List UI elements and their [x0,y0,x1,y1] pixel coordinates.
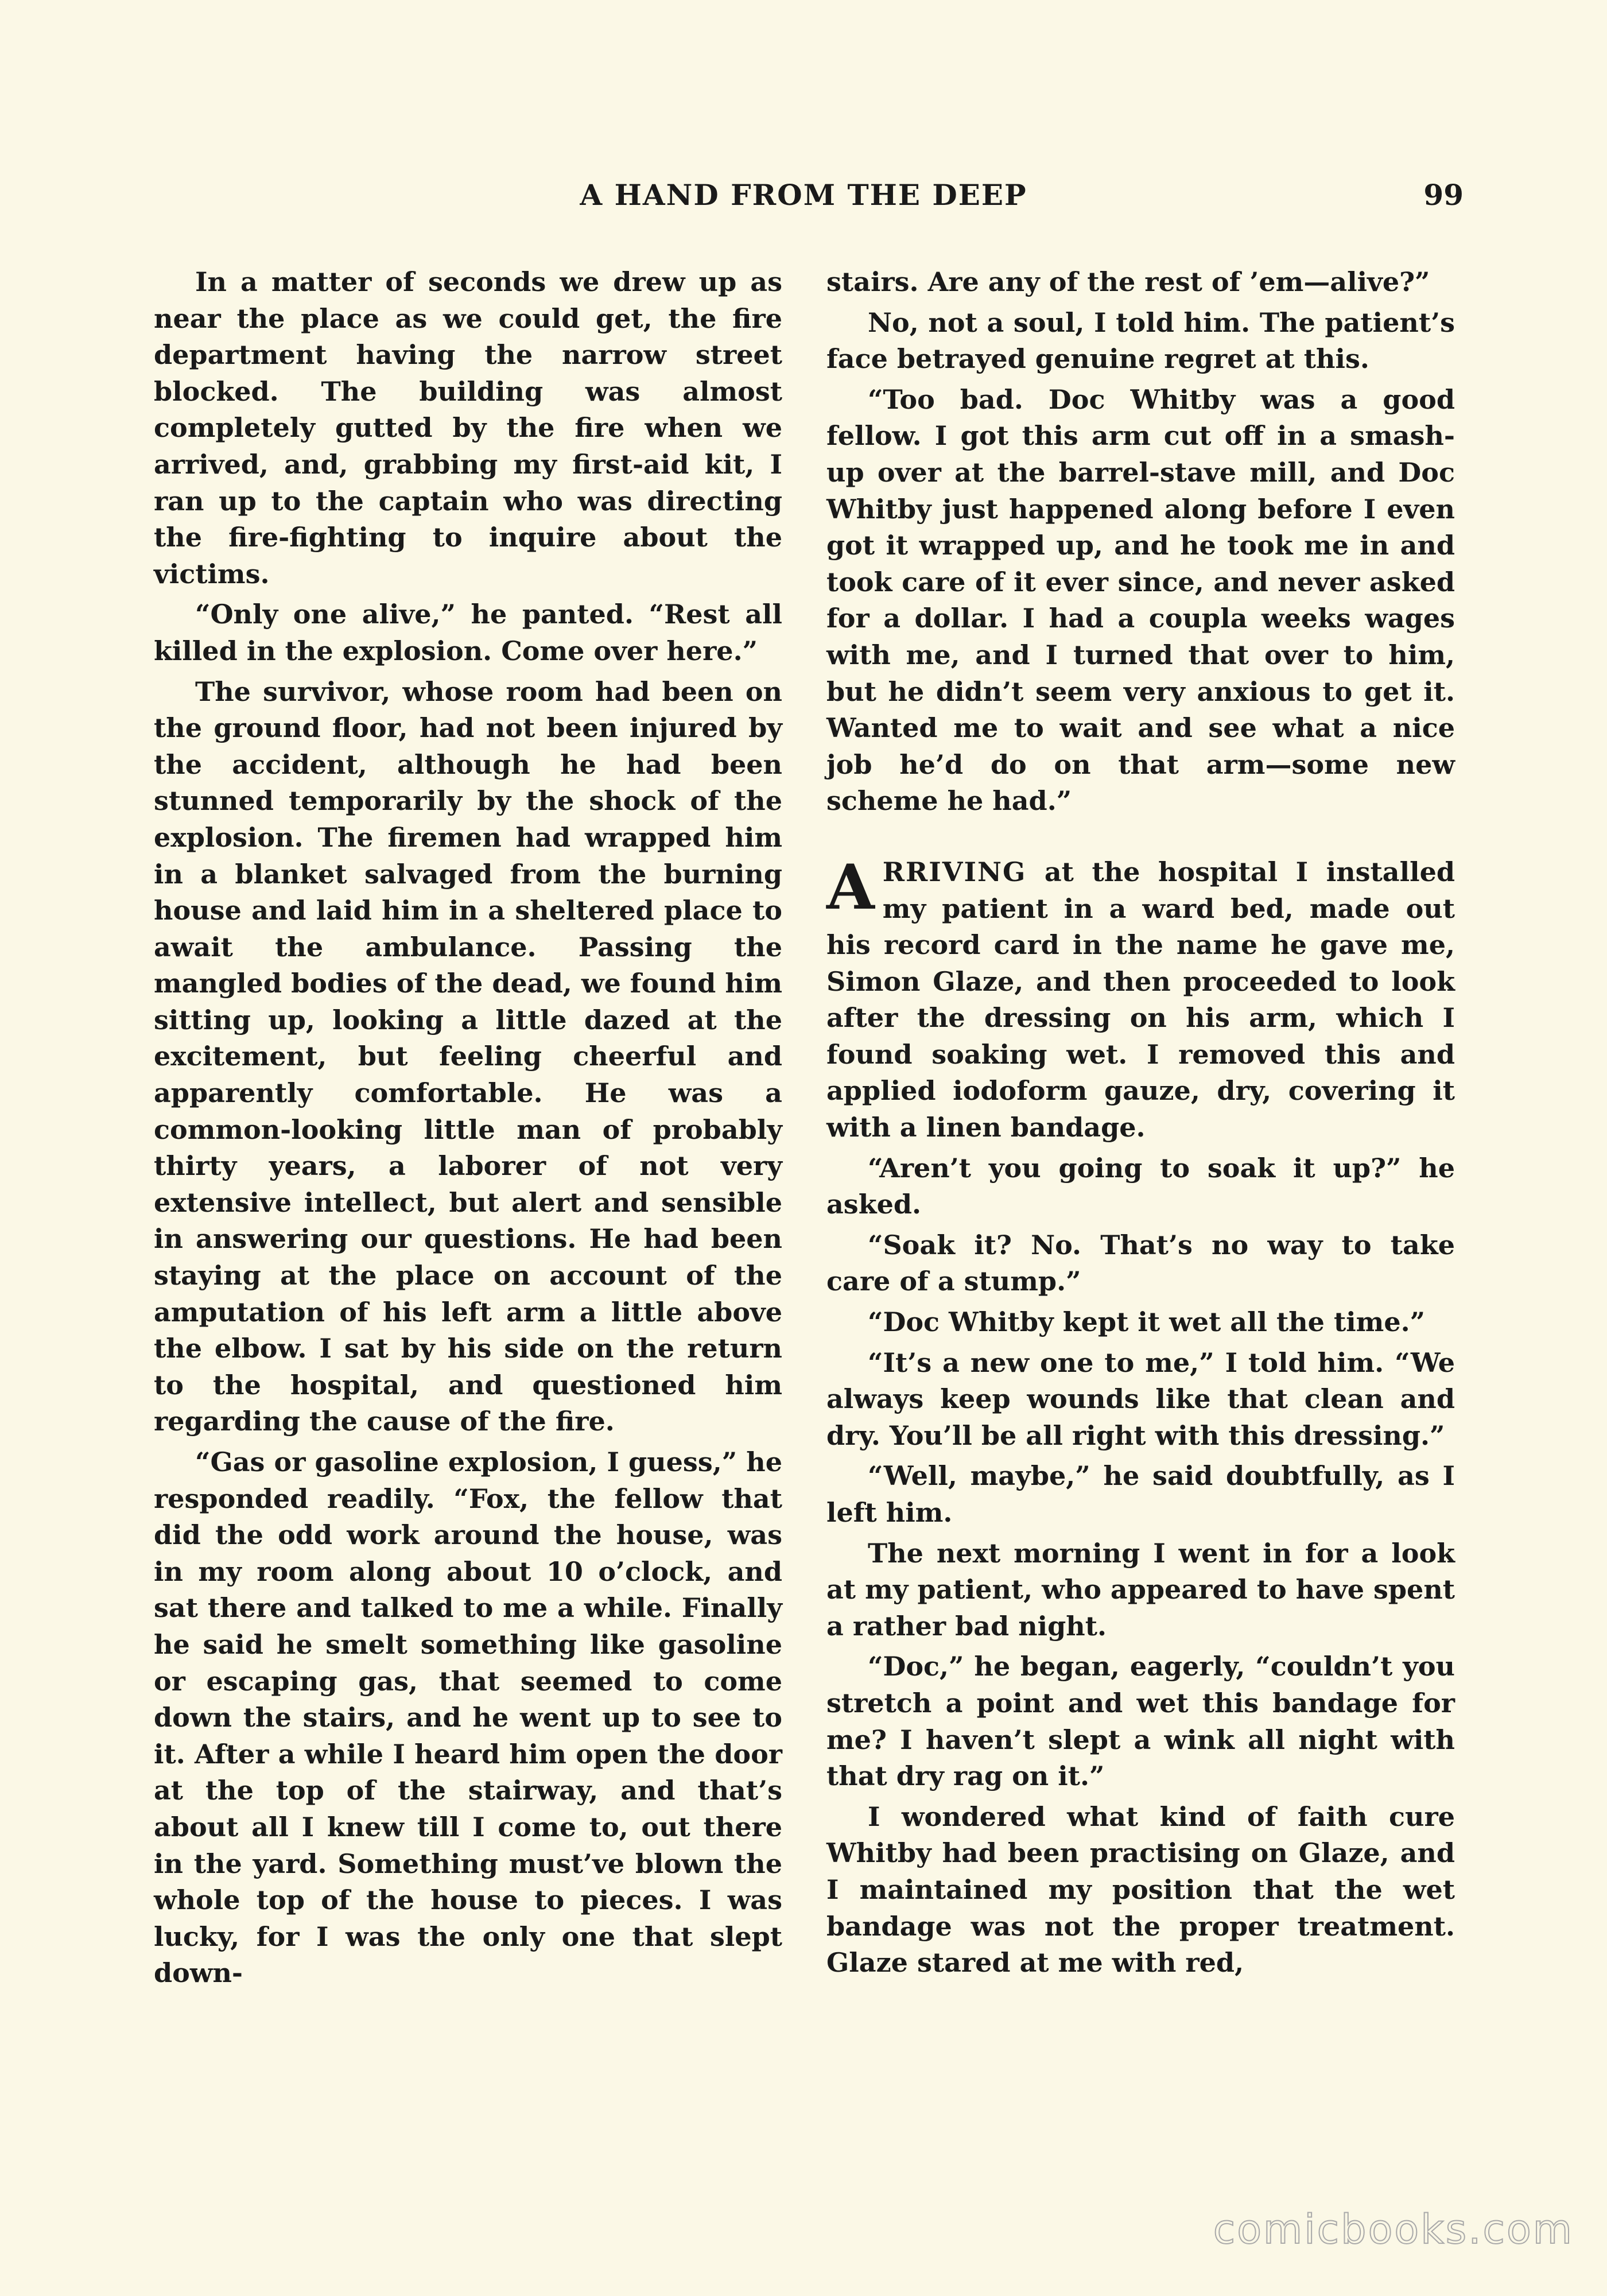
paragraph: The survivor, whose room had been on the ground floor, had not been injured by the accident, although he had been stunned temporarily by the shock of the explosion. The firemen had wrapped him in a blanket salvaged from the burning house and laid him in a sheltered place to await the ambulance. Passing the mangled bodies of the dead, we found him sitting up, looking a little dazed at the excitement, but feeling cheerful and apparently comfortable. He was a common-looking little man of probably thirty years, a laborer of not very extensive intellect, but alert and sensible in answering our questions. He had been staying at the place on account of the amputation of his left arm a little above the elbow. I sat by his side on the return to the hospital, and questioned him regarding the cause of the fire. [154,676,782,1437]
paragraph: No, not a soul, I told him. The patient’s face betrayed genuine regret at this. [826,307,1455,375]
paragraph: The next morning I went in for a look at my patient, who appeared to have spent a rather bad night. [826,1537,1455,1642]
page-number: 99 [1423,178,1464,212]
paragraph: “Soak it? No. That’s no way to take care of a stump.” [826,1229,1455,1297]
paragraph: “Too bad. Doc Whitby was a good fellow. I got this arm cut off in a smash-up over at the barrel-stave mill, and Doc Whitby just happened along before I even got it wrapped up, and he took me in and took care of it ever since, and never asked for a dollar. I had a coupla weeks wages with me, and I turned that over to him, but he didn’t seem very anxious to get it. Wanted me to wait and see what a nice job he’d do on that arm—some new scheme he had.” [826,383,1455,817]
paragraph: In a matter of seconds we drew up as near the place as we could get, the fire department having the narrow street blocked. The building was almost completely gutted by the fire when we arrived, and, grabbing my first-aid kit, I ran up to the captain who was directing the fire-fighting to inquire about the victims. [154,266,782,589]
left-column [154,264,782,1996]
paragraph: “Only one alive,” he panted. “Rest all killed in the explosion. Come over here.” [154,599,782,666]
paragraph: “Doc,” he began, eagerly, “couldn’t you stretch a point and wet this bandage for me? I haven’t slept a wink all night with that dry rag on it.” [826,1651,1455,1792]
section-text: at the hospital I installed my patient in a ward bed, made out his record card in the name he gave me, Simon Glaze, and then proceeded to look after the dressing on his arm, which I found soaking wet. I removed this and applied iodoform gauze, dry, covering it with a linen bandage. [826,856,1455,1143]
page-header [0,172,1607,218]
paragraph: I wondered what kind of faith cure Whitby had been practising on Glaze, and I maintained my position that the wet bandage was not the proper treatment. Glaze stared at me with red, [826,1801,1455,1979]
drop-cap: A [826,851,875,924]
paragraph: “Gas or gasoline explosion, I guess,” he responded readily. “Fox, the fellow that did the odd work around the house, was in my room along about 10 o’clock, and sat there and talked to me a while. Finally he said he smelt something like gasoline or escaping gas, that seemed to come down the stairs, and he went up to see to it. After a while I heard him open the door at the top of the stairway, and that’s about all I knew till I come to, out there in the yard. Something must’ve blown the whole top of the house to pieces. I was lucky, for I was the only one that slept down- [154,1446,782,1989]
section-smallcaps: RRIVING [882,856,1027,887]
right-column [826,264,1455,1985]
paragraph: “It’s a new one to me,” I told him. “We always keep wounds like that clean and dry. You’ll be all right with this dressing.” [826,1347,1455,1451]
paragraph: “Well, maybe,” he said doubtfully, as I left him. [826,1460,1455,1528]
section-opening-paragraph [826,851,1455,1146]
paragraph-continuation: stairs. Are any of the rest of ’em—alive?” [826,266,1430,297]
paragraph: “Aren’t you going to soak it up?” he asked. [826,1152,1455,1220]
paragraph: “Doc Whitby kept it wet all the time.” [868,1306,1426,1338]
watermark: comicbooks.com [1213,2206,1574,2253]
running-title: A HAND FROM THE DEEP [580,178,1027,212]
